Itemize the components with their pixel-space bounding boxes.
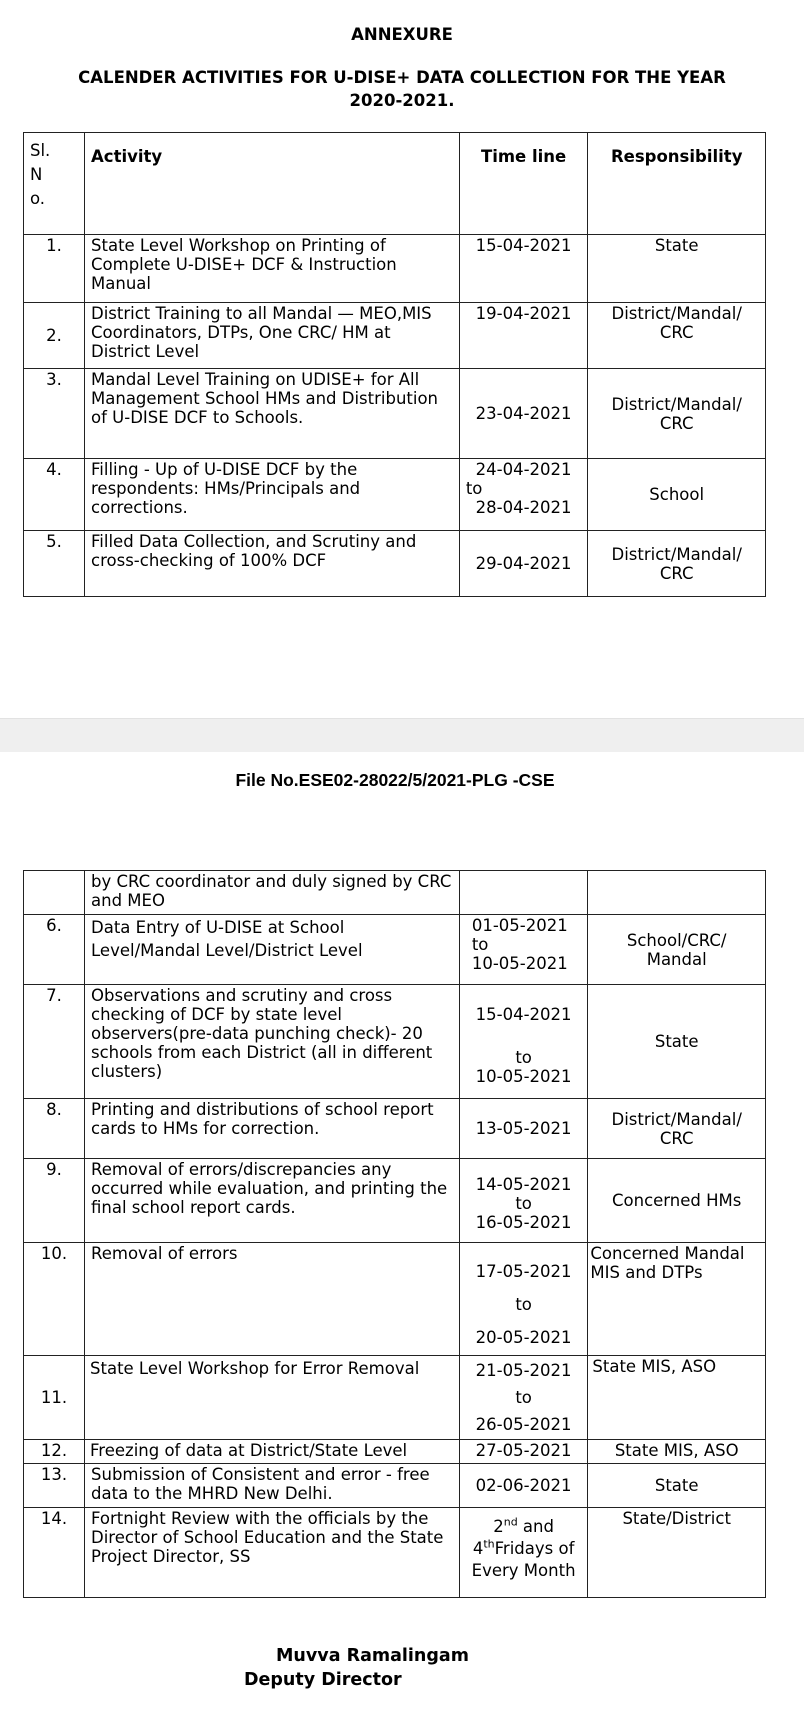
table-row [24,303,766,369]
row-sl: 8. [24,1099,85,1159]
row-responsibility: District/Mandal/ CRC [588,1099,766,1159]
document-title-line2: 2020-2021. [349,91,455,110]
document-title-line1: CALENDER ACTIVITIES FOR U-DISE+ DATA COLLECTION FOR THE YEAR [78,68,726,87]
row-activity: Submission of Consistent and error - free data to the MHRD New Delhi. [85,1464,460,1508]
timeline-to: to [465,479,483,498]
table-row [24,235,766,303]
annexure-heading: ANNEXURE [351,25,453,44]
row-activity: Removal of errors/discrepancies any occurred while evaluation, and printing the final school report cards. [85,1159,460,1243]
document-page-1 [0,0,804,718]
row-timeline [459,1159,588,1243]
row-sl: 9. [24,1159,85,1243]
table-row [24,915,766,985]
signatory-designation: Deputy Director [244,1670,402,1690]
row-responsibility: District/Mandal/ CRC [588,531,766,597]
row-activity: by CRC coordinator and duly signed by CRC and MEO [85,871,460,915]
table-row [24,1159,766,1243]
row-timeline [459,915,588,985]
row-timeline: 19-04-2021 [459,303,588,369]
row-responsibility: District/Mandal/ CRC [588,369,766,459]
timeline-start: 17-05-2021 [475,1262,572,1281]
timeline-to: to [471,935,489,954]
row-responsibility: District/Mandal/ CRC [588,303,766,369]
header-sl-no: Sl. N o. [24,133,85,235]
timeline-to: to [515,1295,532,1314]
row-responsibility: State [588,985,766,1099]
header-responsibility: Responsibility [588,133,766,235]
timeline-start: 21-05-2021 [475,1361,572,1380]
row-responsibility: State/District [588,1508,766,1598]
table-header-row [24,133,766,235]
timeline-end: 10-05-2021 [475,1067,572,1086]
page-break [0,718,804,753]
timeline-end: 28-04-2021 [475,498,572,517]
timeline-end: 10-05-2021 [471,954,568,973]
row-responsibility: State MIS, ASO [588,1356,766,1440]
row-sl: 4. [24,459,85,531]
row-sl: 11. [24,1356,85,1440]
timeline-line1: 2nd and [493,1515,554,1536]
row-timeline: 15-04-2021 [459,235,588,303]
table-row [24,1508,766,1598]
row-responsibility: School/CRC/ Mandal [588,915,766,985]
row-activity: Fortnight Review with the officials by the Director of School Education and the State Project Director, SS [85,1508,460,1598]
row-sl: 6. [24,915,85,985]
row-activity: State Level Workshop for Error Removal [85,1356,460,1440]
table-row [24,1099,766,1159]
row-timeline [459,1356,588,1440]
table-row [24,531,766,597]
row-activity: Data Entry of U-DISE at School Level/Mandal Level/District Level [85,915,460,985]
row-timeline [459,985,588,1099]
signatory-name: Muvva Ramalingam [276,1646,469,1666]
header-activity: Activity [85,133,460,235]
row-activity: Removal of errors [85,1243,460,1356]
row-responsibility: State [588,235,766,303]
row-activity: Observations and scrutiny and cross checking of DCF by state level observers(pre-data punching check)- 20 schools from each District (all in different clusters) [85,985,460,1099]
timeline-start: 24-04-2021 [475,460,572,479]
timeline-start: 14-05-2021 [475,1175,572,1194]
row-responsibility: State MIS, ASO [588,1440,766,1464]
timeline-to: to [515,1194,532,1213]
row-sl: 10. [24,1243,85,1356]
row-timeline: 29-04-2021 [459,531,588,597]
row-timeline: 23-04-2021 [459,369,588,459]
timeline-end: 20-05-2021 [475,1328,572,1347]
table-row-continuation [24,871,766,915]
activities-table-part2 [23,870,766,1598]
document-title [0,66,804,112]
activities-table-part1 [23,132,766,597]
table-row [24,459,766,531]
row-sl: 13. [24,1464,85,1508]
table-row [24,985,766,1099]
row-sl: 14. [24,1508,85,1598]
row-sl: 7. [24,985,85,1099]
timeline-start: 01-05-2021 [471,916,568,935]
timeline-end: 16-05-2021 [475,1213,572,1232]
file-number: File No.ESE02-28022/5/2021-PLG -CSE [235,770,555,790]
header-timeline: Time line [459,133,588,235]
row-activity: Mandal Level Training on UDISE+ for All Management School HMs and Distribution of U-DISE DCF to Schools. [85,369,460,459]
row-timeline: 13-05-2021 [459,1099,588,1159]
row-responsibility: Concerned Mandal MIS and DTPs [588,1243,766,1356]
row-sl: 12. [24,1440,85,1464]
row-sl: 5. [24,531,85,597]
row-timeline [459,1243,588,1356]
timeline-line3: Every Month [471,1561,576,1580]
table-row [24,1464,766,1508]
row-sl: 3. [24,369,85,459]
row-activity: Filled Data Collection, and Scrutiny and cross-checking of 100% DCF [85,531,460,597]
row-timeline [459,459,588,531]
row-sl: 1. [24,235,85,303]
timeline-end: 26-05-2021 [475,1415,572,1434]
row-activity: State Level Workshop on Printing of Complete U-DISE+ DCF & Instruction Manual [85,235,460,303]
timeline-line2: 4thFridays of [472,1537,575,1558]
timeline-to: to [515,1388,532,1407]
table-row [24,369,766,459]
row-responsibility: State [588,1464,766,1508]
row-sl: 2. [24,303,85,369]
row-activity: Filling - Up of U-DISE DCF by the respondents: HMs/Principals and corrections. [85,459,460,531]
row-responsibility: School [588,459,766,531]
row-responsibility: Concerned HMs [588,1159,766,1243]
row-activity: Freezing of data at District/State Level [85,1440,460,1464]
row-activity: District Training to all Mandal — MEO,MIS Coordinators, DTPs, One CRC/ HM at District Level [85,303,460,369]
timeline-start: 15-04-2021 [475,1005,572,1024]
table-row [24,1356,766,1440]
row-activity: Printing and distributions of school report cards to HMs for correction. [85,1099,460,1159]
table-row [24,1440,766,1464]
table-row [24,1243,766,1356]
timeline-to: to [515,1048,532,1067]
row-timeline [459,1508,588,1598]
row-timeline: 27-05-2021 [459,1440,588,1464]
row-timeline: 02-06-2021 [459,1464,588,1508]
